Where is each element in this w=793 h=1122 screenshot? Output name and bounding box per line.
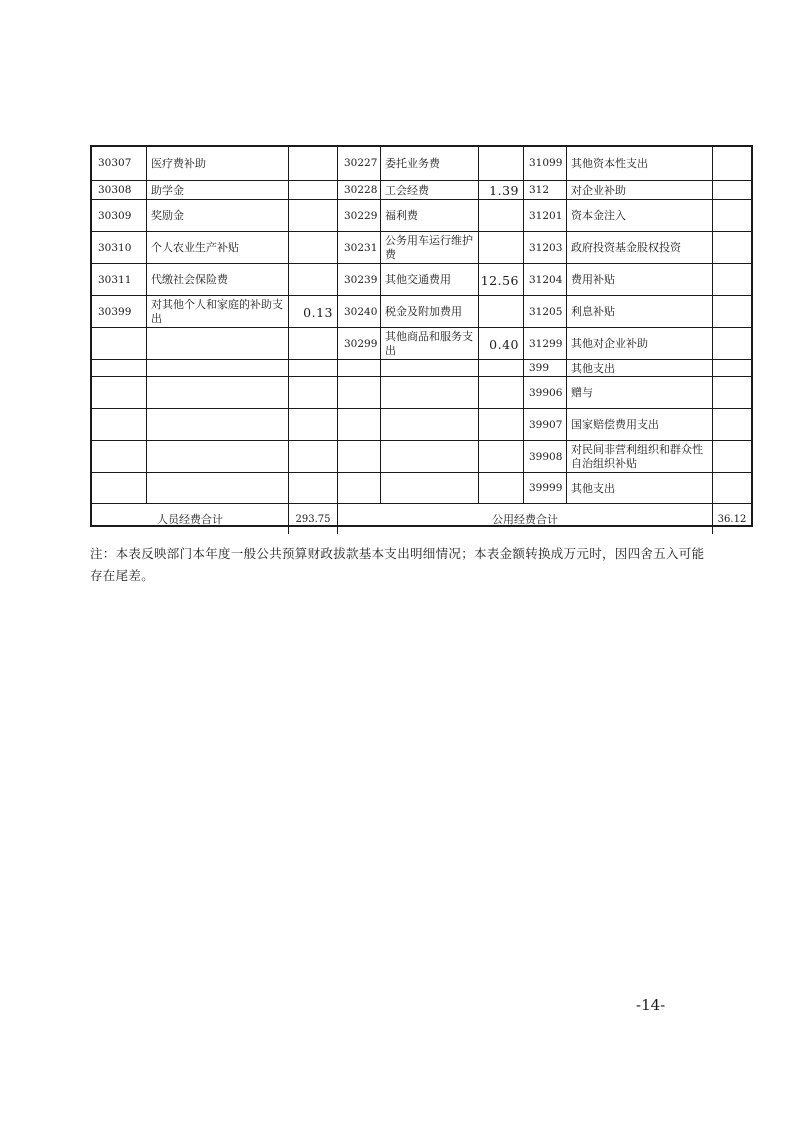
cell-n1: 医疗费补助 bbox=[146, 147, 288, 180]
cell-c1 bbox=[92, 441, 146, 473]
cell-c2 bbox=[337, 473, 380, 504]
cell-n2: 福利费 bbox=[380, 200, 478, 232]
cell-c3: 399 bbox=[523, 360, 566, 377]
cell-a1 bbox=[288, 147, 337, 180]
cell-n3: 资本金注入 bbox=[566, 200, 712, 232]
cell-a3 bbox=[712, 232, 751, 264]
cell-n3: 对企业补助 bbox=[566, 181, 712, 200]
cell-a1 bbox=[288, 360, 337, 377]
page-number: -14- bbox=[636, 996, 666, 1014]
cell-n1 bbox=[146, 377, 288, 409]
cell-c2 bbox=[337, 409, 380, 441]
cell-c2: 30231 bbox=[337, 232, 380, 264]
cell-a1 bbox=[288, 328, 337, 360]
table-row bbox=[92, 263, 751, 296]
cell-c3: 31204 bbox=[523, 264, 566, 296]
cell-c3: 31203 bbox=[523, 232, 566, 264]
table-row bbox=[92, 472, 751, 504]
cell-a1 bbox=[288, 181, 337, 200]
cell-n3: 对民间非营利组织和群众性自治组织补贴 bbox=[566, 441, 712, 473]
cell-n3: 政府投资基金股权投资 bbox=[566, 232, 712, 264]
cell-n2 bbox=[380, 409, 478, 441]
cell-a1 bbox=[288, 377, 337, 409]
cell-n3: 其他支出 bbox=[566, 360, 712, 377]
cell-a2 bbox=[478, 360, 523, 377]
cell-a2 bbox=[478, 200, 523, 232]
cell-a2: 12.56 bbox=[478, 264, 523, 296]
cell-c2: 30239 bbox=[337, 264, 380, 296]
cell-a2 bbox=[478, 232, 523, 264]
cell-n1: 代缴社会保险费 bbox=[146, 264, 288, 296]
total-public-value: 36.12 bbox=[712, 504, 751, 534]
cell-n2 bbox=[380, 473, 478, 504]
cell-n1 bbox=[146, 328, 288, 360]
cell-n2 bbox=[380, 377, 478, 409]
table-row bbox=[92, 359, 751, 377]
cell-c3: 39907 bbox=[523, 409, 566, 441]
cell-n2 bbox=[380, 360, 478, 377]
cell-n3: 国家赔偿费用支出 bbox=[566, 409, 712, 441]
total-row bbox=[92, 503, 751, 534]
cell-a1 bbox=[288, 200, 337, 232]
cell-c1 bbox=[92, 409, 146, 441]
cell-n1: 对其他个人和家庭的补助支出 bbox=[146, 296, 288, 328]
cell-a2: 0.40 bbox=[478, 328, 523, 360]
cell-n1 bbox=[146, 409, 288, 441]
cell-c1 bbox=[92, 360, 146, 377]
cell-c1: 30309 bbox=[98, 209, 132, 222]
table-row bbox=[92, 295, 751, 328]
cell-a3 bbox=[712, 147, 751, 180]
cell-n1: 奖励金 bbox=[146, 200, 288, 232]
cell-c1: 30310 bbox=[98, 241, 132, 254]
cell-n3: 利息补贴 bbox=[566, 296, 712, 328]
cell-c2 bbox=[337, 441, 380, 473]
cell-a3 bbox=[712, 409, 751, 441]
cell-a3 bbox=[712, 328, 751, 360]
cell-n1: 助学金 bbox=[146, 181, 288, 200]
table-row bbox=[92, 408, 751, 441]
cell-n3: 其他资本性支出 bbox=[566, 147, 712, 180]
table-row bbox=[92, 199, 751, 232]
cell-n1 bbox=[146, 441, 288, 473]
cell-a3 bbox=[712, 473, 751, 504]
cell-a3 bbox=[712, 264, 751, 296]
cell-c2: 30227 bbox=[337, 147, 380, 180]
cell-n1 bbox=[146, 360, 288, 377]
cell-c3: 312 bbox=[523, 181, 566, 200]
total-personnel-label: 人员经费合计 bbox=[157, 513, 223, 526]
cell-n3: 赠与 bbox=[566, 377, 712, 409]
cell-c3: 39908 bbox=[523, 441, 566, 473]
cell-c2: 30240 bbox=[337, 296, 380, 328]
table-row bbox=[92, 147, 751, 180]
cell-a3 bbox=[712, 181, 751, 200]
cell-a1 bbox=[288, 473, 337, 504]
cell-a3 bbox=[712, 360, 751, 377]
cell-n2: 其他交通费用 bbox=[380, 264, 478, 296]
total-personnel-value: 293.75 bbox=[288, 504, 337, 534]
cell-a2 bbox=[478, 473, 523, 504]
expenditure-detail-table bbox=[90, 145, 753, 527]
cell-n3: 费用补贴 bbox=[566, 264, 712, 296]
table-row bbox=[92, 440, 751, 473]
cell-c3: 31201 bbox=[523, 200, 566, 232]
cell-n3: 其他对企业补助 bbox=[566, 328, 712, 360]
cell-a2 bbox=[478, 377, 523, 409]
cell-a1 bbox=[288, 264, 337, 296]
cell-a1 bbox=[288, 232, 337, 264]
table-note: 注：本表反映部门本年度一般公共预算财政拔款基本支出明细情况；本表金额转换成万元时，因四舍五入可能存在尾差。 bbox=[90, 546, 705, 583]
cell-c3: 39999 bbox=[523, 473, 566, 504]
cell-a2 bbox=[478, 147, 523, 180]
cell-n2: 其他商品和服务支出 bbox=[380, 328, 478, 360]
table-row bbox=[92, 180, 751, 200]
cell-n1: 个人农业生产补贴 bbox=[146, 232, 288, 264]
cell-n2: 税金及附加费用 bbox=[380, 296, 478, 328]
cell-a1 bbox=[288, 409, 337, 441]
cell-n2: 委托业务费 bbox=[380, 147, 478, 180]
cell-a2: 1.39 bbox=[478, 181, 523, 200]
cell-c2: 30299 bbox=[337, 328, 380, 360]
cell-n2 bbox=[380, 441, 478, 473]
cell-c1 bbox=[92, 328, 146, 360]
cell-n2: 公务用车运行维护费 bbox=[380, 232, 478, 264]
cell-a1: 0.13 bbox=[288, 296, 337, 328]
cell-a1 bbox=[288, 441, 337, 473]
cell-c3: 31299 bbox=[523, 328, 566, 360]
cell-a3 bbox=[712, 377, 751, 409]
cell-a2 bbox=[478, 409, 523, 441]
cell-c2: 30228 bbox=[337, 181, 380, 200]
table-row bbox=[92, 376, 751, 409]
cell-a3 bbox=[712, 296, 751, 328]
cell-n2: 工会经费 bbox=[380, 181, 478, 200]
cell-c2 bbox=[337, 377, 380, 409]
cell-c1 bbox=[92, 377, 146, 409]
cell-c1 bbox=[92, 473, 146, 504]
cell-c1: 30307 bbox=[98, 157, 132, 169]
cell-c1: 30399 bbox=[98, 305, 132, 318]
total-public-label: 公用经费合计 bbox=[337, 504, 712, 534]
cell-a2 bbox=[478, 296, 523, 328]
cell-c2 bbox=[337, 360, 380, 377]
table-row bbox=[92, 231, 751, 264]
cell-c3: 31205 bbox=[523, 296, 566, 328]
cell-a2 bbox=[478, 441, 523, 473]
cell-c3: 31099 bbox=[523, 147, 566, 180]
cell-a3 bbox=[712, 441, 751, 473]
cell-n3: 其他支出 bbox=[566, 473, 712, 504]
cell-a3 bbox=[712, 200, 751, 232]
cell-c3: 39906 bbox=[523, 377, 566, 409]
cell-c1: 30311 bbox=[98, 273, 132, 286]
table-row bbox=[92, 327, 751, 360]
cell-c1: 30308 bbox=[98, 184, 132, 196]
cell-c2: 30229 bbox=[337, 200, 380, 232]
cell-n1 bbox=[146, 473, 288, 504]
